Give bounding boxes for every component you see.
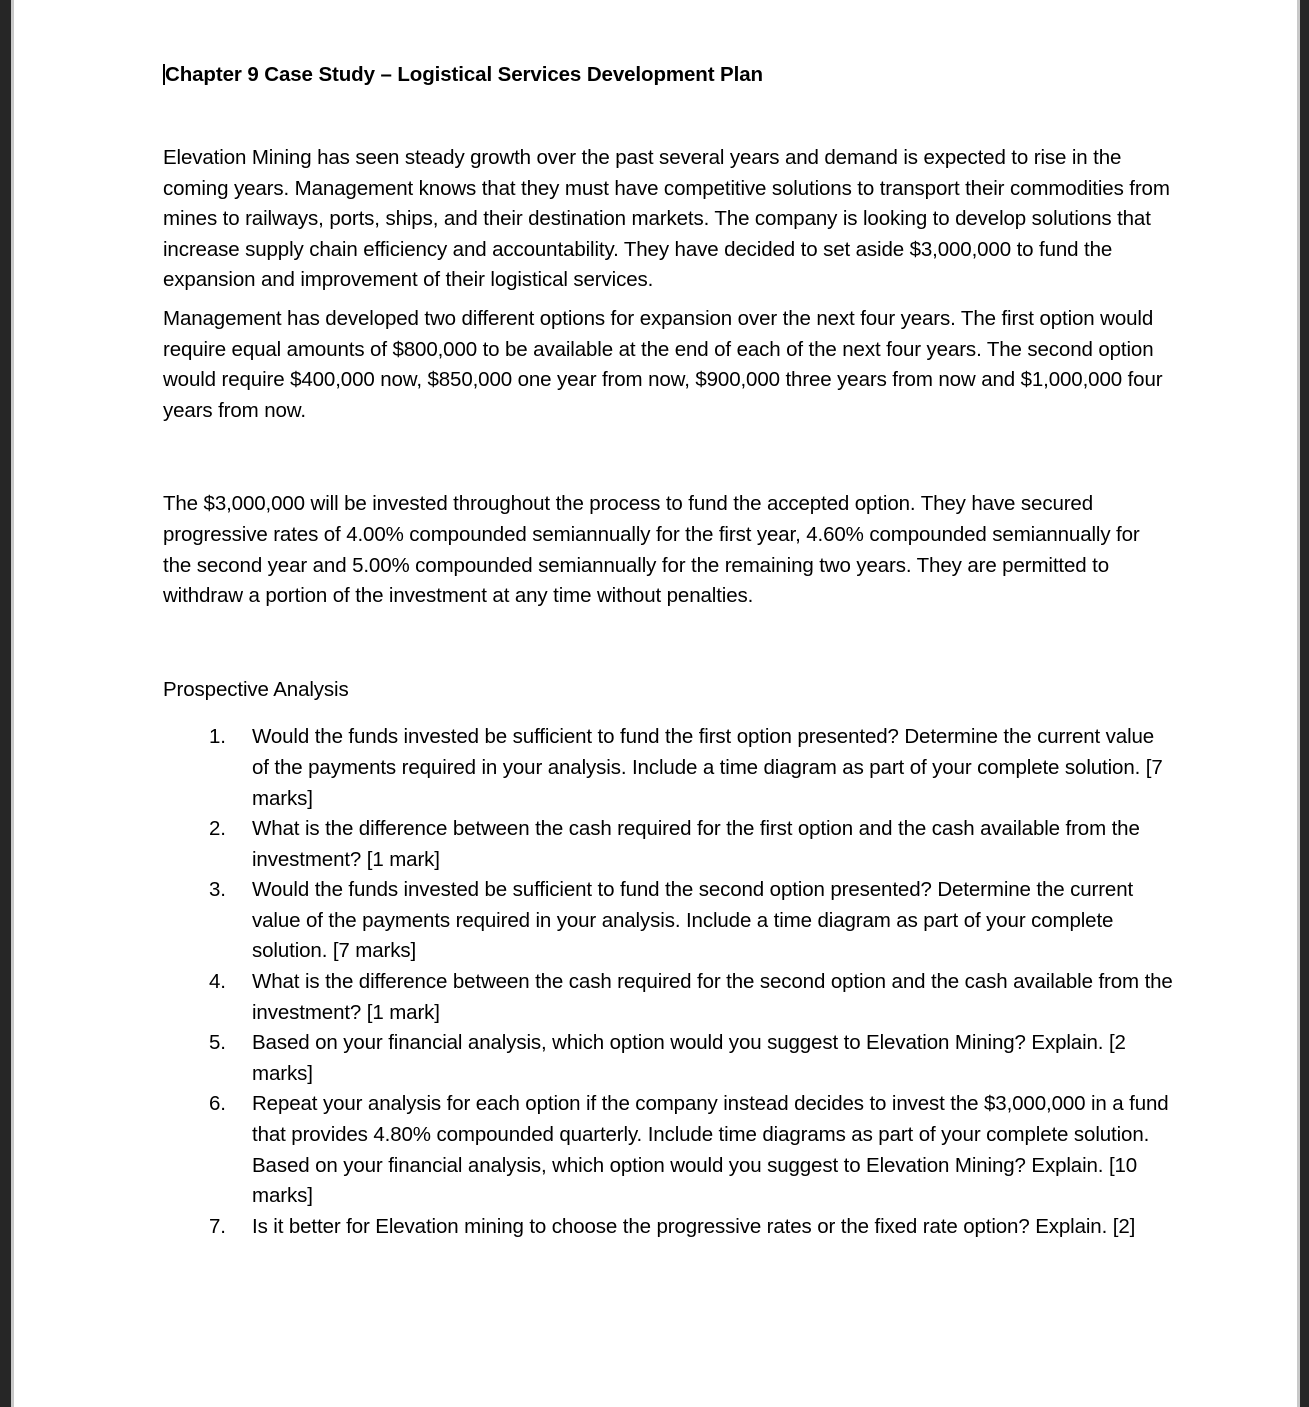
paragraph-intro: Elevation Mining has seen steady growth over the past several years and demand is expected to rise in the coming years. Management knows that they must have competitive solutions to transport their commodities from mines to railways, ports, ships, and their destination markets. The company is looking to develop solutions that increase supply chain efficiency and accountability. They have decided to set aside $3,000,000 to fund the expansion and improvement of their logistical services. <box>163 146 1170 292</box>
section-heading-prospective-analysis: Prospective Analysis <box>163 677 349 701</box>
list-item <box>163 814 1173 875</box>
list-item-number: 6. <box>209 1092 226 1116</box>
spacer-after-paragraph-1 <box>163 296 1173 304</box>
viewer-right-gutter <box>1300 0 1309 1407</box>
page-title[interactable] <box>163 0 1173 87</box>
list-item-text: What is the difference between the cash required for the second option and the cash available from the investment? [1 mark] <box>252 970 1173 1024</box>
list-item-number: 3. <box>209 878 226 902</box>
list-item-text: Based on your financial analysis, which option would you suggest to Elevation Mining? Explain. [2 marks] <box>252 1031 1126 1085</box>
list-item-text: Repeat your analysis for each option if the company instead decides to invest the $3,000,000 in a fund that provides 4.80% compounded quarterly. Include time diagrams as part of your complete solution. Based on your financial analysis, which option would you suggest to Elevation Mining? Explain. [10 marks] <box>252 1092 1169 1208</box>
list-item <box>163 967 1173 1028</box>
list-item-text: What is the difference between the cash required for the first option and the cash available from the investment? [1 mark] <box>252 817 1140 871</box>
viewer-left-gutter <box>0 0 11 1407</box>
list-item <box>163 722 1173 814</box>
list-item-text: Would the funds invested be sufficient to fund the second option presented? Determine the current value of the payments required in your analysis. Include a time diagram as part of your complete solution. [7 marks] <box>252 878 1134 963</box>
list-item-text: Would the funds invested be sufficient to fund the first option presented? Determine the current value of the payments required in your analysis. Include a time diagram as part of your complete solution. [7 marks] <box>252 725 1163 810</box>
list-item-number: 4. <box>209 970 226 994</box>
list-item-number: 7. <box>209 1214 226 1238</box>
list-item <box>163 1212 1173 1243</box>
list-item-number: 5. <box>209 1031 226 1055</box>
page-content-column <box>163 0 1173 1242</box>
list-item <box>163 1028 1173 1089</box>
list-item-number: 1. <box>209 725 226 749</box>
spacer-before-section-heading <box>163 612 1173 675</box>
page-right-edge <box>1297 0 1300 1407</box>
list-item <box>163 1089 1173 1211</box>
spacer-after-title <box>163 87 1173 143</box>
paragraph-investment: The $3,000,000 will be invested throughout the process to fund the accepted option. They have secured progressive rates of 4.00% compounded semiannually for the first year, 4.60% compounded semiannually for the second year and 5.00% compounded semiannually for the remaining two years. They are permitted to withdraw a portion of the investment at any time without penalties. <box>163 492 1140 608</box>
spacer-after-paragraph-2 <box>163 426 1173 489</box>
questions-list <box>163 705 1173 1242</box>
list-item-number: 2. <box>209 817 226 841</box>
page-title-text: Chapter 9 Case Study – Logistical Services Development Plan <box>165 63 763 86</box>
list-item-text: Is it better for Elevation mining to choose the progressive rates or the fixed rate option? Explain. [2] <box>252 1214 1136 1238</box>
document-page[interactable] <box>14 0 1297 1407</box>
list-item <box>163 875 1173 967</box>
paragraph-options: Management has developed two different options for expansion over the next four years. The first option would require equal amounts of $800,000 to be available at the end of each of the next four years. The second option would require $400,000 now, $850,000 one year from now, $900,000 three years from now and $1,000,000 four years from now. <box>163 306 1163 422</box>
